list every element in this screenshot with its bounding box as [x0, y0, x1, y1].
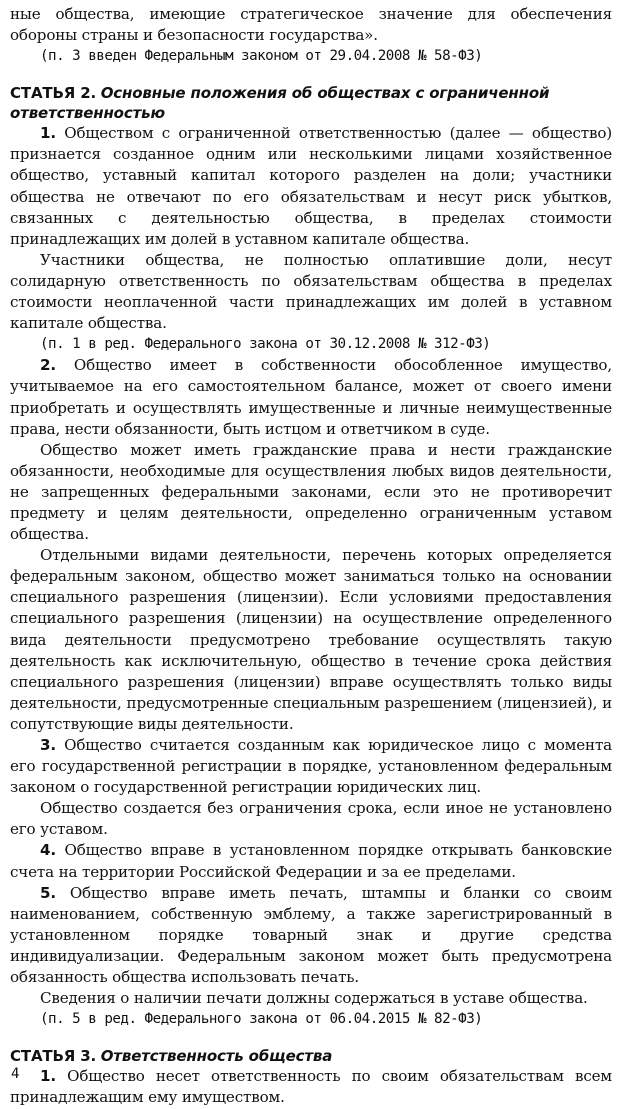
amendment-note: (п. 5 в ред. Федерального закона от 06.04.2015 № 82-ФЗ) — [40, 1011, 483, 1028]
page-number: 4 — [11, 1066, 20, 1082]
paragraph: Участники общества, не полностью оплатившие доли, несут солидарную ответственность по обязательствам общества в пределах стоимости неоплаченной части принадлежащих им долей в уставном капитале общества. — [10, 250, 612, 333]
paragraph-text: Обществом с ограниченной ответственностью (далее — общество) признается созданное одним или несколькими лицами хозяйственное общество, уставный капитал которого разделен на доли; участники общества не отвечают по его обязательствам и несут риск убытков, связанных с деятельностью общества, в пределах стоимости принадлежащих им долей в уставном капитале общества. — [10, 124, 612, 248]
clause-number: 2. — [40, 356, 56, 375]
article-title: Ответственность общества — [100, 1047, 333, 1066]
paragraph — [10, 355, 612, 439]
paragraph — [10, 735, 612, 798]
paragraph — [10, 840, 612, 882]
article-label: СТАТЬЯ 3. — [10, 1047, 97, 1066]
clause-number: 3. — [40, 736, 56, 754]
paragraph: Общество создается без ограничения срока, если иное не установлено его уставом. — [10, 799, 612, 839]
article-2-heading — [10, 83, 612, 123]
article-3-heading — [10, 1046, 612, 1066]
paragraph: Сведения о наличии печати должны содержаться в уставе общества. — [40, 989, 588, 1008]
paragraph-text: Общество вправе иметь печать, штампы и бланки со своим наименованием, собственную эмблему, а также зарегистрированный в установленном порядке товарный знак и другие средства индивидуализации. Федеральным законом может быть предусмотрена обязанность общества использовать печать. — [10, 883, 612, 987]
continued-paragraph: ные общества, имеющие стратегическое значение для обеспечения обороны страны и безопасности государства». — [10, 5, 612, 45]
article-label: СТАТЬЯ 2. — [10, 84, 97, 103]
paragraph — [10, 1066, 612, 1108]
clause-number: 1. — [40, 124, 56, 143]
paragraph — [10, 883, 612, 988]
clause-number: 4. — [40, 841, 56, 860]
clause-number: 5. — [40, 883, 56, 902]
paragraph-text: Общество имеет в собственности обособленное имущество, учитываемое на его самостоятельном балансе, может от своего имени приобретать и осуществлять имущественные и личные неимущественные права, нести обязанности, быть истцом и ответчиком в суде. — [10, 356, 612, 438]
paragraph: Общество может иметь гражданские права и нести гражданские обязанности, необходимые для осуществления любых видов деятельности, не запрещенных федеральными законами, если это не противоречит предмету и целям деятельности, определенно ограниченным уставом общества. — [10, 440, 612, 544]
paragraph — [10, 123, 612, 250]
amendment-note: (п. 3 введен Федеральным законом от 29.04.2008 № 58-ФЗ) — [40, 48, 483, 65]
amendment-note: (п. 1 в ред. Федерального закона от 30.12.2008 № 312-ФЗ) — [40, 336, 491, 353]
paragraph: Отдельными видами деятельности, перечень которых определяется федеральным законом, общество может заниматься только на основании специального разрешения (лицензии). Если условиями предоставления специального разрешения (лицензии) на осуществление определенного вида деятельности предусмотрено требование осуществлять такую деятельность как исключительную, общество в течение срока действия специального разрешения (лицензии) вправе осуществлять только виды деятельности, предусмотренные специальным разрешением (лицензией), и сопутствующие виды деятельности. — [10, 546, 612, 733]
paragraph-text: Общество вправе в установленном порядке открывать банковские счета на территории Российской Федерации и за ее пределами. — [10, 841, 612, 881]
paragraph-text: Общество несет ответственность по своим обязательствам всем принадлежащим ему имуществом. — [10, 1067, 613, 1107]
article-title: Основные положения об обществах с ограниченной ответственностью — [10, 84, 550, 123]
document-page — [10, 4, 612, 1109]
clause-number: 1. — [40, 1067, 56, 1086]
paragraph-text: Общество считается созданным как юридическое лицо с момента его государственной регистрации в порядке, установленном федеральным законом о государственной регистрации юридических лиц. — [10, 736, 612, 797]
